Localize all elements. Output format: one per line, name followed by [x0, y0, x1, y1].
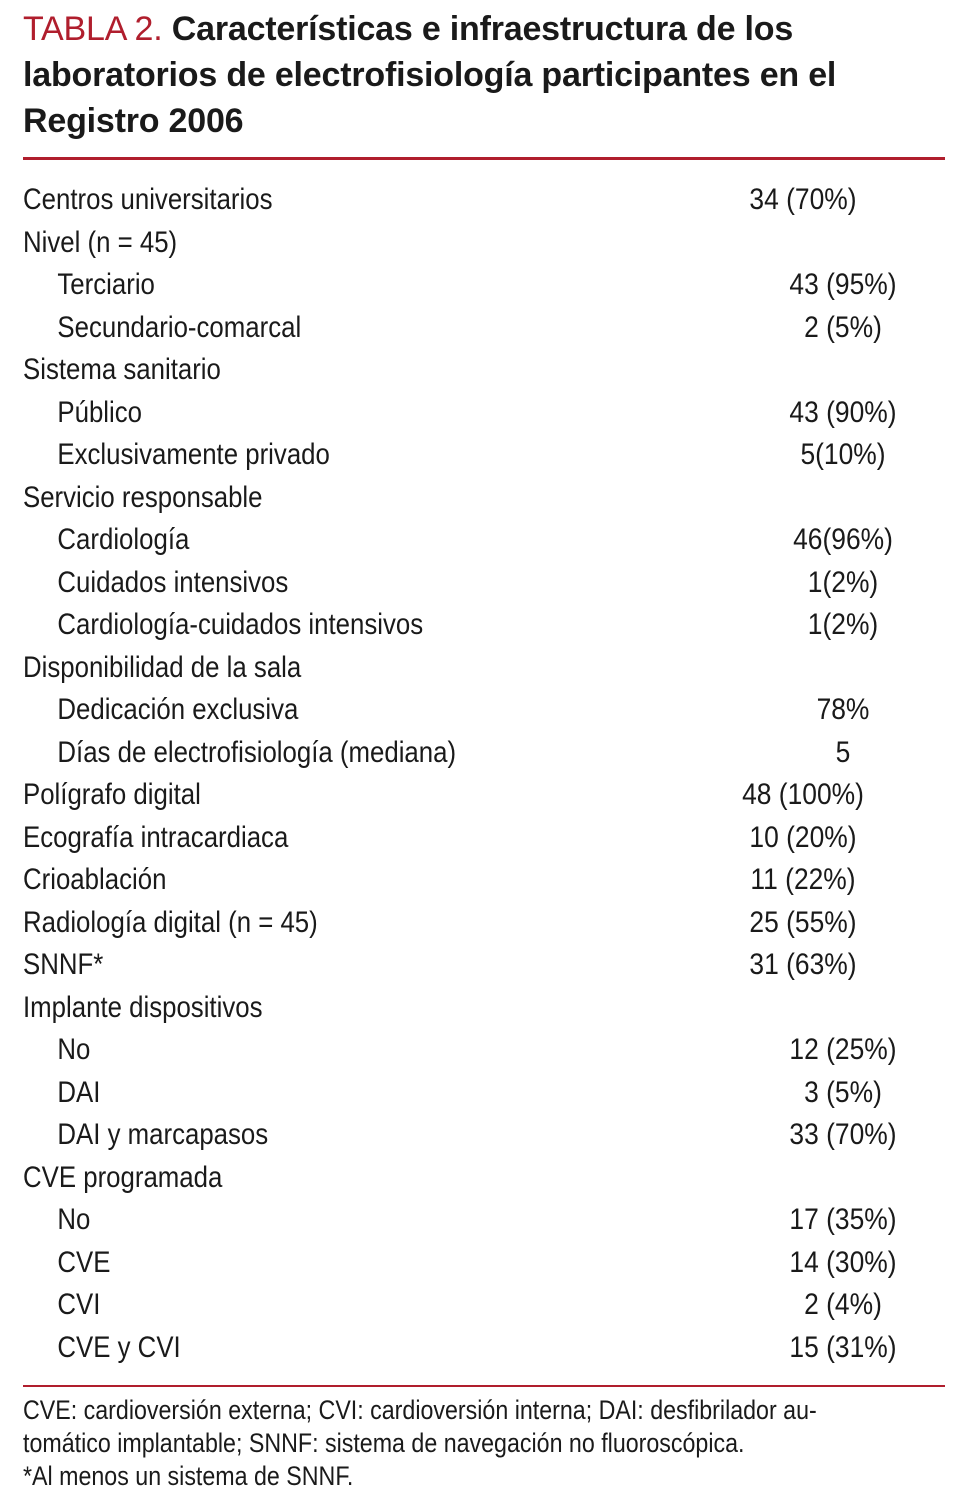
row-label: Exclusivamente privado [57, 438, 330, 472]
row-label: Sistema sanitario [23, 353, 221, 387]
table-caption: Características e infraestructura de los laboratorios de electrofisiología participantes en el Registro 2006 [23, 10, 837, 140]
table-row [23, 987, 945, 1030]
table-row [23, 902, 945, 945]
row-label: CVE programada [23, 1160, 223, 1194]
table-row [23, 1327, 945, 1370]
row-value: 15 (31%) [789, 1330, 897, 1364]
table-row [23, 1284, 945, 1327]
table-row [23, 307, 945, 350]
table-row [23, 392, 945, 435]
row-value: 14 (30%) [789, 1245, 897, 1279]
table-page [23, 6, 945, 1491]
row-label: Días de electrofisiología (mediana) [57, 735, 457, 769]
row-value: 43 (90%) [789, 395, 897, 429]
table-row [23, 519, 945, 562]
row-value: 10 (20%) [749, 820, 857, 854]
table-row [23, 1199, 945, 1242]
row-value: 25 (55%) [749, 905, 857, 939]
footnote-abbreviations-line-1: CVE: cardioversión externa; CVI: cardioversión interna; DAI: desfibrilador au- [23, 1395, 817, 1425]
row-label: Cuidados intensivos [57, 565, 289, 599]
row-label: CVI [57, 1288, 101, 1322]
row-label: Público [57, 395, 143, 429]
bottom-rule [23, 1385, 945, 1387]
table-number: TABLA 2. [23, 10, 163, 48]
row-label: Cardiología-cuidados intensivos [57, 608, 424, 642]
row-label: CVE [57, 1245, 111, 1279]
table-row [23, 689, 945, 732]
row-label: Dedicación exclusiva [57, 693, 299, 727]
table-row [23, 1029, 945, 1072]
row-label: Ecografía intracardiaca [23, 820, 289, 854]
row-label: CVE y CVI [57, 1330, 181, 1364]
row-label: Cardiología [57, 523, 190, 557]
row-label: Polígrafo digital [23, 778, 201, 812]
row-value: 11 (22%) [750, 863, 856, 897]
row-value: 12 (25%) [789, 1033, 897, 1067]
table-row [23, 179, 945, 222]
table-row [23, 817, 945, 860]
row-label: Disponibilidad de la sala [23, 650, 302, 684]
table-title [23, 6, 945, 144]
row-value: 5 [835, 735, 851, 769]
table-row [23, 222, 945, 265]
row-value: 48 (100%) [742, 778, 864, 812]
row-label: Centros universitarios [23, 183, 273, 217]
row-value: 2 (4%) [804, 1288, 882, 1322]
footnote-asterisk: *Al menos un sistema de SNNF. [23, 1461, 354, 1491]
table-row [23, 562, 945, 605]
row-label: Radiología digital (n = 45) [23, 905, 318, 939]
table-row [23, 1072, 945, 1115]
row-value: 33 (70%) [789, 1118, 897, 1152]
row-label: DAI y marcapasos [57, 1118, 269, 1152]
row-label: DAI [57, 1075, 101, 1109]
row-label: Nivel (n = 45) [23, 225, 178, 259]
row-label: SNNF* [23, 948, 104, 982]
row-value: 5(10%) [800, 438, 886, 472]
table-row [23, 1114, 945, 1157]
row-label: No [57, 1203, 91, 1237]
table-row [23, 944, 945, 987]
row-label: Servicio responsable [23, 480, 263, 514]
table-row [23, 604, 945, 647]
row-label: Crioablación [23, 863, 167, 897]
table-row [23, 434, 945, 477]
row-value: 1(2%) [807, 565, 879, 599]
row-value: 43 (95%) [789, 268, 897, 302]
row-value: 3 (5%) [804, 1075, 882, 1109]
table-body [23, 179, 945, 1369]
table-row [23, 732, 945, 775]
row-value: 1(2%) [807, 608, 879, 642]
footnote-abbreviations-line-2: tomático implantable; SNNF: sistema de navegación no fluoroscópica. [23, 1428, 745, 1458]
table-row [23, 1157, 945, 1200]
row-value: 2 (5%) [804, 310, 882, 344]
footnotes [23, 1394, 945, 1493]
row-value: 46(96%) [793, 523, 893, 557]
row-value: 34 (70%) [749, 183, 857, 217]
top-rule [23, 157, 945, 160]
row-label: Terciario [57, 268, 155, 302]
table-row [23, 477, 945, 520]
row-value: 17 (35%) [789, 1203, 897, 1237]
row-label: Secundario-comarcal [57, 310, 302, 344]
table-row [23, 647, 945, 690]
table-row [23, 774, 945, 817]
row-value: 31 (63%) [749, 948, 857, 982]
table-row [23, 859, 945, 902]
table-row [23, 349, 945, 392]
table-row [23, 264, 945, 307]
row-label: No [57, 1033, 91, 1067]
row-label: Implante dispositivos [23, 990, 263, 1024]
row-value: 78% [816, 693, 870, 727]
table-row [23, 1242, 945, 1285]
